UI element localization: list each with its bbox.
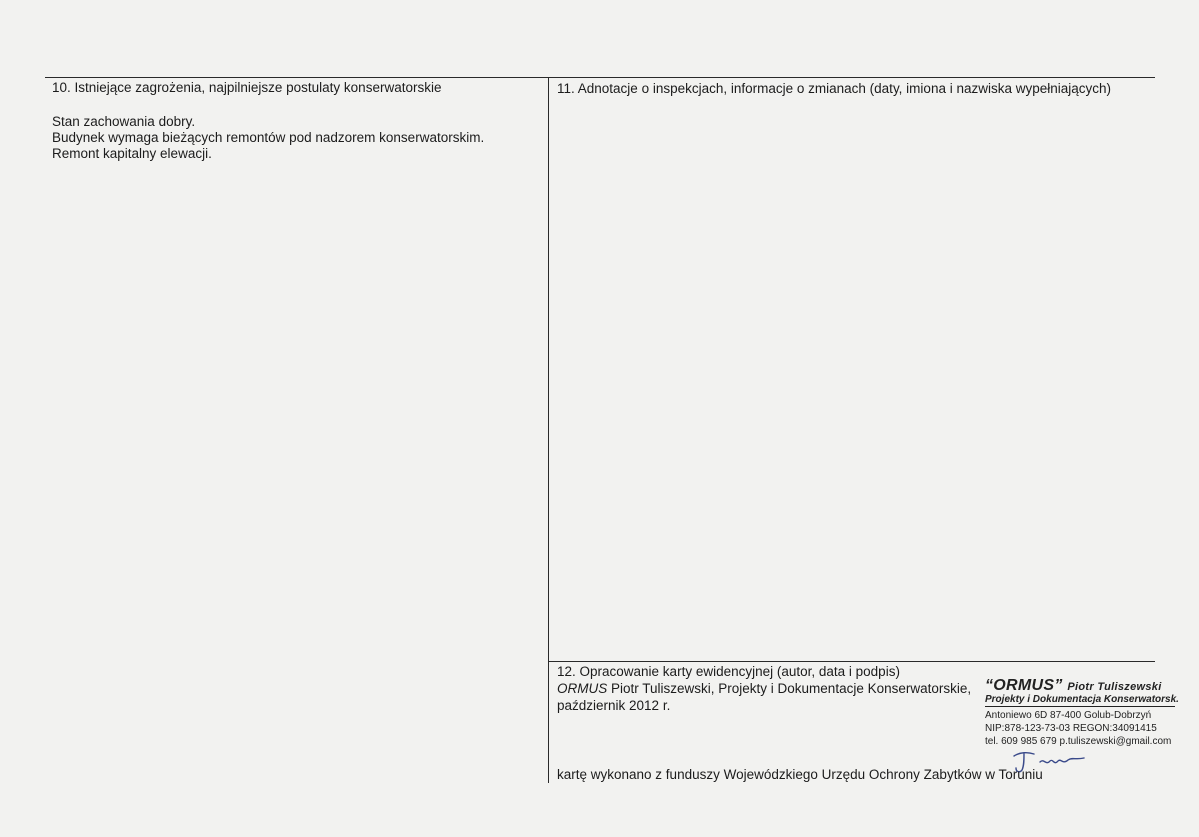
renovation-line: Remont kapitalny elewacji. bbox=[52, 146, 212, 161]
stamp-contact: tel. 609 985 679 p.tuliszewski@gmail.com bbox=[985, 736, 1172, 747]
company-stamp bbox=[985, 677, 1180, 748]
stamp-divider bbox=[985, 706, 1175, 707]
column-divider bbox=[548, 77, 549, 783]
stamp-company: “ORMUS” bbox=[985, 677, 1063, 694]
condition-line: Stan zachowania dobry. bbox=[52, 114, 196, 129]
stamp-subtitle: Projekty i Dokumentacja Konserwatorsk. bbox=[985, 694, 1179, 705]
section12-rule bbox=[549, 661, 1155, 662]
top-rule-left bbox=[45, 77, 549, 78]
section10-header: 10. Istniejące zagrożenia, najpilniejsze postulaty konserwatorskie bbox=[52, 80, 442, 95]
section12-header: 12. Opracowanie karty ewidencyjnej (autor, data i podpis) bbox=[557, 664, 900, 679]
section11-header: 11. Adnotacje o inspekcjach, informacje o zmianach (daty, imiona i nazwiska wypełniających) bbox=[557, 81, 1112, 96]
maintenance-line: Budynek wymaga bieżących remontów pod nadzorem konserwatorskim. bbox=[52, 130, 485, 145]
card-date: październik 2012 r. bbox=[557, 698, 671, 713]
stamp-owner: Piotr Tuliszewski bbox=[1067, 681, 1162, 693]
author-line bbox=[557, 681, 971, 697]
stamp-title bbox=[985, 677, 1180, 695]
stamp-address: Antoniewo 6D 87-400 Golub-Dobrzyń bbox=[985, 710, 1152, 721]
stamp-tax-ids: NIP:878-123-73-03 REGON:34091415 bbox=[985, 723, 1157, 734]
funding-note: kartę wykonano z funduszy Wojewódzkiego Urzędu Ochrony Zabytków w Toruniu bbox=[557, 767, 1043, 782]
author-details: Piotr Tuliszewski, Projekty i Dokumentacje Konserwatorskie, bbox=[607, 681, 972, 696]
top-rule-right bbox=[549, 77, 1155, 78]
author-company: ORMUS bbox=[557, 681, 608, 696]
